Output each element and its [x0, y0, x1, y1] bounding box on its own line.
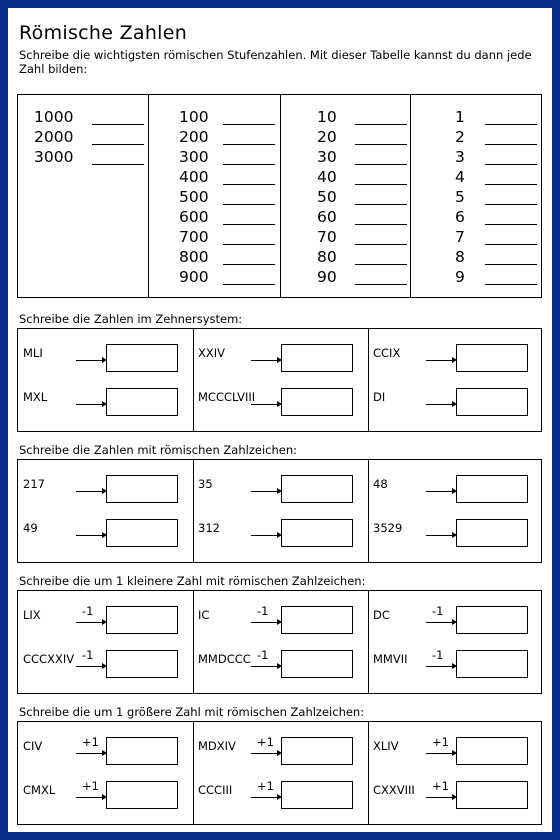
answer-blank[interactable] — [223, 184, 275, 185]
exercise-item — [368, 512, 542, 552]
arrow-line — [426, 797, 454, 798]
section-heading: Schreibe die Zahlen im Zehnersystem: — [19, 312, 243, 326]
answer-box[interactable] — [281, 519, 353, 547]
table-number: 400 — [179, 168, 209, 186]
table-row — [179, 187, 285, 207]
section-heading: Schreibe die Zahlen mit römischen Zahlzeichen: — [19, 443, 297, 457]
table-number: 60 — [317, 208, 337, 226]
exercise-prompt: DI — [373, 390, 386, 404]
answer-blank[interactable] — [223, 144, 275, 145]
exercise-prompt: 3529 — [373, 521, 403, 535]
operation-label: -1 — [257, 648, 269, 662]
table-row — [317, 267, 417, 287]
answer-blank[interactable] — [485, 224, 537, 225]
table-number: 900 — [179, 268, 209, 286]
answer-box[interactable] — [106, 650, 178, 678]
answer-blank[interactable] — [485, 284, 537, 285]
table-row — [317, 107, 417, 127]
answer-blank[interactable] — [92, 124, 144, 125]
table-number: 3 — [455, 148, 465, 166]
answer-blank[interactable] — [355, 124, 407, 125]
answer-box[interactable] — [281, 344, 353, 372]
exercise-item — [18, 337, 192, 377]
answer-box[interactable] — [456, 519, 528, 547]
exercise-item — [193, 337, 367, 377]
table-number: 9 — [455, 268, 465, 286]
table-row — [455, 247, 547, 267]
exercise-item — [193, 381, 367, 421]
answer-box[interactable] — [456, 781, 528, 809]
exercise-item — [18, 599, 192, 639]
exercise-prompt: CMXL — [23, 783, 56, 797]
table-number: 6 — [455, 208, 465, 226]
answer-blank[interactable] — [485, 264, 537, 265]
arrow-line — [76, 360, 104, 361]
table-row — [455, 187, 547, 207]
arrow-line — [76, 535, 104, 536]
arrow-line — [426, 622, 454, 623]
table-number: 3000 — [34, 148, 74, 166]
exercise-prompt: XXIV — [198, 346, 226, 360]
operation-label: +1 — [82, 735, 99, 749]
table-row — [317, 187, 417, 207]
operation-label: +1 — [257, 735, 274, 749]
arrow-line — [426, 666, 454, 667]
table-row — [317, 167, 417, 187]
table-number: 10 — [317, 108, 337, 126]
table-row — [179, 107, 285, 127]
table-row — [34, 107, 154, 127]
table-row — [317, 207, 417, 227]
table-number: 200 — [179, 128, 209, 146]
exercise-box — [17, 721, 542, 825]
table-number: 2000 — [34, 128, 74, 146]
table-row — [455, 127, 547, 147]
table-number: 1 — [455, 108, 465, 126]
answer-blank[interactable] — [223, 224, 275, 225]
answer-box[interactable] — [106, 388, 178, 416]
exercise-item — [368, 337, 542, 377]
exercise-item — [18, 774, 192, 814]
answer-blank[interactable] — [223, 284, 275, 285]
table-row — [455, 227, 547, 247]
exercise-prompt: MDXIV — [198, 739, 236, 753]
answer-blank[interactable] — [485, 184, 537, 185]
exercise-prompt: CXXVIII — [373, 783, 415, 797]
table-row — [179, 127, 285, 147]
exercise-item — [193, 468, 367, 508]
arrow-line — [251, 622, 279, 623]
answer-box[interactable] — [106, 781, 178, 809]
answer-box[interactable] — [456, 737, 528, 765]
table-number: 7 — [455, 228, 465, 246]
table-number: 30 — [317, 148, 337, 166]
page-title: Römische Zahlen — [19, 22, 188, 44]
table-row — [317, 127, 417, 147]
answer-blank[interactable] — [355, 204, 407, 205]
answer-blank[interactable] — [485, 124, 537, 125]
answer-box[interactable] — [456, 650, 528, 678]
arrow-line — [426, 360, 454, 361]
answer-box[interactable] — [106, 344, 178, 372]
answer-blank[interactable] — [223, 244, 275, 245]
arrow-line — [251, 491, 279, 492]
exercise-item — [368, 730, 542, 770]
operation-label: +1 — [432, 779, 449, 793]
table-number: 8 — [455, 248, 465, 266]
exercise-prompt: IC — [198, 608, 210, 622]
exercise-prompt: MCCCLVIII — [198, 390, 256, 404]
exercise-item — [18, 730, 192, 770]
table-number: 70 — [317, 228, 337, 246]
operation-label: -1 — [82, 604, 94, 618]
exercise-box — [17, 459, 542, 563]
answer-box[interactable] — [281, 606, 353, 634]
answer-blank[interactable] — [355, 264, 407, 265]
answer-blank[interactable] — [92, 164, 144, 165]
answer-box[interactable] — [106, 475, 178, 503]
answer-blank[interactable] — [355, 144, 407, 145]
table-row — [455, 167, 547, 187]
table-number: 100 — [179, 108, 209, 126]
exercise-prompt: 217 — [23, 477, 45, 491]
operation-label: -1 — [432, 604, 444, 618]
exercise-prompt: 312 — [198, 521, 220, 535]
table-number: 40 — [317, 168, 337, 186]
answer-blank[interactable] — [355, 244, 407, 245]
answer-box[interactable] — [281, 475, 353, 503]
answer-box[interactable] — [281, 388, 353, 416]
arrow-line — [76, 404, 104, 405]
answer-blank[interactable] — [485, 204, 537, 205]
answer-blank[interactable] — [92, 144, 144, 145]
exercise-item — [193, 512, 367, 552]
table-number: 700 — [179, 228, 209, 246]
exercise-item — [18, 381, 192, 421]
table-column — [18, 95, 148, 297]
table-number: 1000 — [34, 108, 74, 126]
table-row — [34, 127, 154, 147]
operation-label: +1 — [82, 779, 99, 793]
section-heading: Schreibe die um 1 größere Zahl mit römischen Zahlzeichen: — [19, 705, 365, 719]
arrow-line — [251, 666, 279, 667]
answer-box[interactable] — [456, 388, 528, 416]
exercise-prompt: CIV — [23, 739, 43, 753]
intro-text: Schreibe die wichtigsten römischen Stufenzahlen. Mit dieser Tabelle kannst du dann jede Zahl bilden: — [19, 48, 532, 76]
answer-blank[interactable] — [223, 124, 275, 125]
table-row — [317, 227, 417, 247]
table-row — [179, 207, 285, 227]
table-number: 800 — [179, 248, 209, 266]
table-row — [317, 147, 417, 167]
arrow-line — [251, 404, 279, 405]
exercise-prompt: 48 — [373, 477, 388, 491]
table-number: 600 — [179, 208, 209, 226]
arrow-line — [76, 666, 104, 667]
table-row — [455, 267, 547, 287]
operation-label: +1 — [432, 735, 449, 749]
answer-box[interactable] — [456, 606, 528, 634]
answer-box[interactable] — [456, 344, 528, 372]
exercise-prompt: LIX — [23, 608, 41, 622]
arrow-line — [251, 535, 279, 536]
table-column — [148, 95, 280, 297]
exercise-prompt: DC — [373, 608, 390, 622]
exercise-item — [368, 599, 542, 639]
answer-box[interactable] — [106, 606, 178, 634]
table-row — [179, 267, 285, 287]
table-number: 500 — [179, 188, 209, 206]
exercise-prompt: MLI — [23, 346, 43, 360]
arrow-line — [426, 404, 454, 405]
table-row — [34, 147, 154, 167]
answer-blank[interactable] — [355, 224, 407, 225]
exercise-prompt: CCIX — [373, 346, 401, 360]
exercise-item — [18, 468, 192, 508]
table-row — [455, 147, 547, 167]
table-number: 2 — [455, 128, 465, 146]
operation-label: -1 — [257, 604, 269, 618]
table-row — [455, 107, 547, 127]
section-heading: Schreibe die um 1 kleinere Zahl mit römischen Zahlzeichen: — [19, 574, 366, 588]
answer-box[interactable] — [456, 475, 528, 503]
table-row — [179, 147, 285, 167]
arrow-line — [426, 491, 454, 492]
answer-blank[interactable] — [355, 284, 407, 285]
arrow-line — [251, 753, 279, 754]
exercise-item — [368, 643, 542, 683]
exercise-item — [193, 730, 367, 770]
table-number: 300 — [179, 148, 209, 166]
exercise-prompt: XLIV — [373, 739, 399, 753]
answer-box[interactable] — [106, 519, 178, 547]
table-number: 20 — [317, 128, 337, 146]
table-row — [179, 247, 285, 267]
arrow-line — [76, 491, 104, 492]
exercise-prompt: 35 — [198, 477, 213, 491]
exercise-box — [17, 328, 542, 432]
arrow-line — [251, 797, 279, 798]
exercise-prompt: MMVII — [373, 652, 408, 666]
answer-box[interactable] — [281, 650, 353, 678]
operation-label: -1 — [432, 648, 444, 662]
table-row — [179, 167, 285, 187]
table-number: 4 — [455, 168, 465, 186]
exercise-prompt: MMDCCC — [198, 652, 251, 666]
operation-label: -1 — [82, 648, 94, 662]
exercise-item — [193, 599, 367, 639]
table-number: 80 — [317, 248, 337, 266]
table-number: 90 — [317, 268, 337, 286]
arrow-line — [426, 535, 454, 536]
arrow-line — [426, 753, 454, 754]
table-row — [455, 207, 547, 227]
exercise-item — [18, 643, 192, 683]
table-row — [179, 227, 285, 247]
exercise-item — [368, 381, 542, 421]
table-number: 50 — [317, 188, 337, 206]
answer-blank[interactable] — [485, 164, 537, 165]
exercise-item — [368, 468, 542, 508]
exercise-prompt: MXL — [23, 390, 48, 404]
answer-blank[interactable] — [485, 244, 537, 245]
exercise-item — [368, 774, 542, 814]
exercise-item — [193, 643, 367, 683]
operation-label: +1 — [257, 779, 274, 793]
roman-numeral-table — [17, 94, 542, 298]
arrow-line — [76, 797, 104, 798]
answer-blank[interactable] — [223, 164, 275, 165]
answer-blank[interactable] — [355, 184, 407, 185]
answer-blank[interactable] — [485, 144, 537, 145]
table-row — [317, 247, 417, 267]
answer-blank[interactable] — [355, 164, 407, 165]
answer-blank[interactable] — [223, 264, 275, 265]
arrow-line — [76, 753, 104, 754]
arrow-line — [76, 622, 104, 623]
answer-box[interactable] — [106, 737, 178, 765]
exercise-prompt: CCCXXIV — [23, 652, 75, 666]
exercise-item — [18, 512, 192, 552]
exercise-prompt: 49 — [23, 521, 38, 535]
table-number: 5 — [455, 188, 465, 206]
table-column — [410, 95, 541, 297]
exercise-prompt: CCCIII — [198, 783, 233, 797]
answer-blank[interactable] — [223, 204, 275, 205]
answer-box[interactable] — [281, 737, 353, 765]
exercise-item — [193, 774, 367, 814]
table-column — [280, 95, 410, 297]
answer-box[interactable] — [281, 781, 353, 809]
exercise-box — [17, 590, 542, 694]
arrow-line — [251, 360, 279, 361]
